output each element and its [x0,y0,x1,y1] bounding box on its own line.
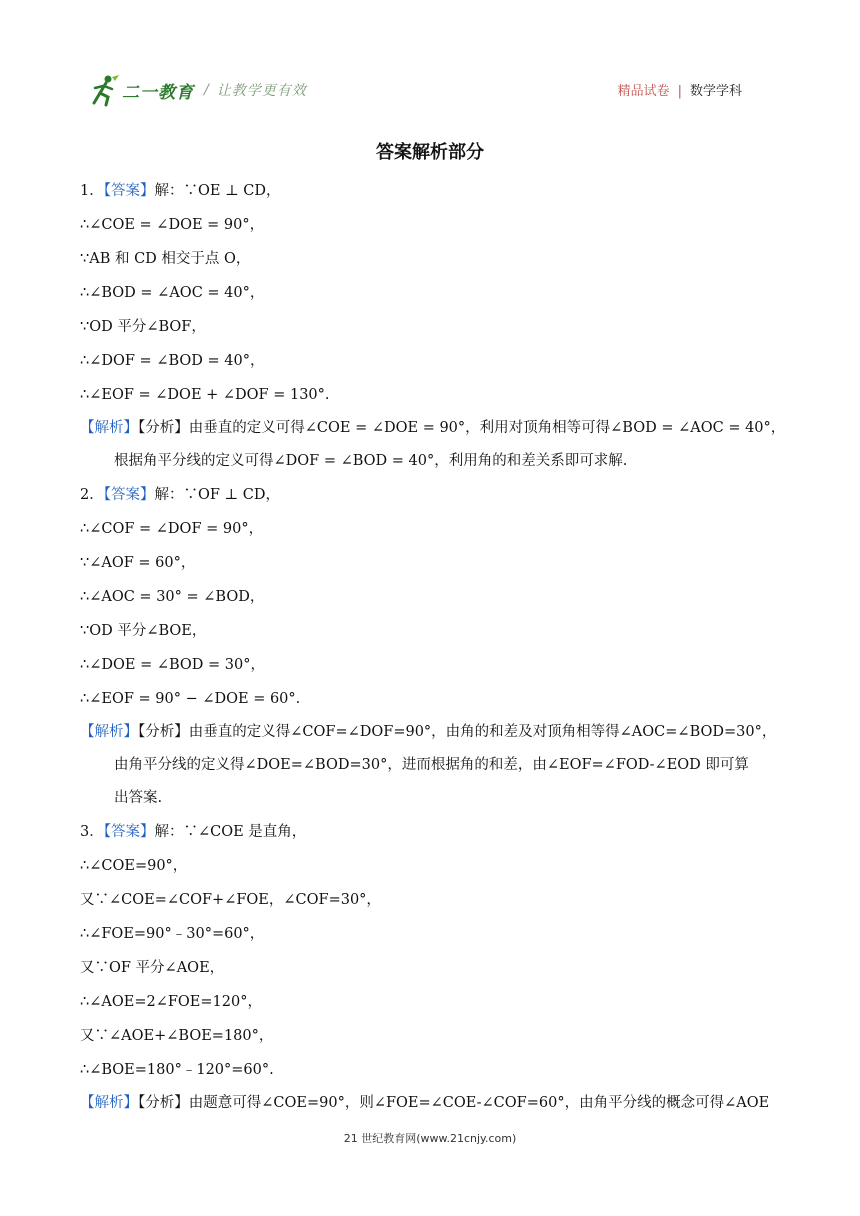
analysis-line: 由角平分线的定义得∠DOE=∠BOD=30°，进而根据角的和差，由∠EOF=∠FOD-∠EOD 即可算 [114,757,749,773]
site-logo [86,70,307,110]
answer-line [80,815,782,849]
analysis-block [80,1087,782,1120]
answer-label: 【答案】 [103,183,155,199]
answer-line: ∵AB 和 CD 相交于点 O， [80,251,251,267]
answer-line: ∴∠EOF = 90° − ∠DOE = 60°. [80,691,301,707]
item-number: 3． [80,824,104,840]
answer-item-1 [80,174,786,478]
analysis-text: 【分析】由题意可得∠COE=90°，则∠FOE=∠COE-∠COF=60°，由角平分线的概念可得∠AOE [138,1095,770,1111]
answer-text: 解：∵OE ⊥ CD， [154,183,281,199]
answer-content [80,174,786,1120]
answer-text: 解：∵∠COE 是直角， [154,824,307,840]
analysis-line [80,1087,782,1120]
runner-logo-icon [86,73,120,107]
answer-text: 解：∵OF ⊥ CD， [154,487,281,503]
answer-line: 又∵∠AOE+∠BOE=180°， [80,1028,274,1044]
analysis-text: 【分析】由垂直的定义可得∠COE = ∠DOE = 90°，利用对顶角相等可得∠BOD = ∠AOC = 40°， [138,420,786,436]
answer-label: 【答案】 [103,487,155,503]
analysis-label: 【解析】 [80,1095,138,1111]
answer-line: ∴∠DOF = ∠BOD = 40°， [80,353,265,369]
answer-line: ∴∠BOD = ∠AOC = 40°， [80,285,265,301]
analysis-label: 【解析】 [80,420,138,436]
answer-line: ∴∠COE=90°， [80,858,188,874]
answer-line: ∴∠EOF = ∠DOE + ∠DOF = 130°. [80,387,330,403]
answer-line: ∴∠FOE=90°﹣30°=60°， [80,926,265,942]
answer-label: 【答案】 [103,824,155,840]
item-number: 1． [80,183,104,199]
answer-item-2 [80,478,782,815]
analysis-block [80,716,782,815]
answer-line [80,478,782,512]
answer-line: ∴∠COF = ∠DOF = 90°， [80,521,264,537]
item-number: 2． [80,487,104,503]
answer-line: ∵OD 平分∠BOF， [80,319,206,335]
analysis-line [80,412,786,445]
analysis-text: 【分析】由垂直的定义得∠COF=∠DOF=90°，由角的和差及对顶角相等得∠AOC=∠BOD=30°， [138,724,777,740]
analysis-line [80,716,782,749]
answer-line: ∵∠AOF = 60°， [80,555,196,571]
page-title: 答案解析部分 [376,142,484,163]
tag-quality: 精品试卷 [617,84,670,99]
analysis-label: 【解析】 [80,724,138,740]
answer-line: ∴∠BOE=180°﹣120°=60°. [80,1062,274,1078]
answer-line: 又∵∠COE=∠COF+∠FOE，∠COF=30°， [80,892,381,908]
analysis-block [80,412,786,478]
analysis-line: 根据角平分线的定义可得∠DOF = ∠BOD = 40°，利用角的和差关系即可求解. [114,453,628,469]
answer-line: ∴∠DOE = ∠BOD = 30°， [80,657,265,673]
logo-text: 二一教育 [122,82,194,103]
tag-divider: | [677,84,682,99]
page-footer: 21 世纪教育网(www.21cnjy.com) [343,1132,517,1145]
analysis-line: 出答案. [114,790,163,806]
answer-line: ∵OD 平分∠BOE， [80,623,207,639]
header-tag [618,80,742,99]
page-header [86,70,746,110]
answer-line: ∴∠AOE=2∠FOE=120°， [80,994,262,1010]
logo-separator: / [204,82,209,98]
answer-line [80,174,782,208]
answer-line: 又∵OF 平分∠AOE， [80,960,225,976]
answer-line: ∴∠COE = ∠DOE = 90°， [80,217,265,233]
answer-line: ∴∠AOC = 30° = ∠BOD， [80,589,265,605]
tag-subject: 数学学科 [689,84,742,99]
slogan: 让教学更有效 [216,83,307,99]
answer-item-3 [80,815,782,1120]
